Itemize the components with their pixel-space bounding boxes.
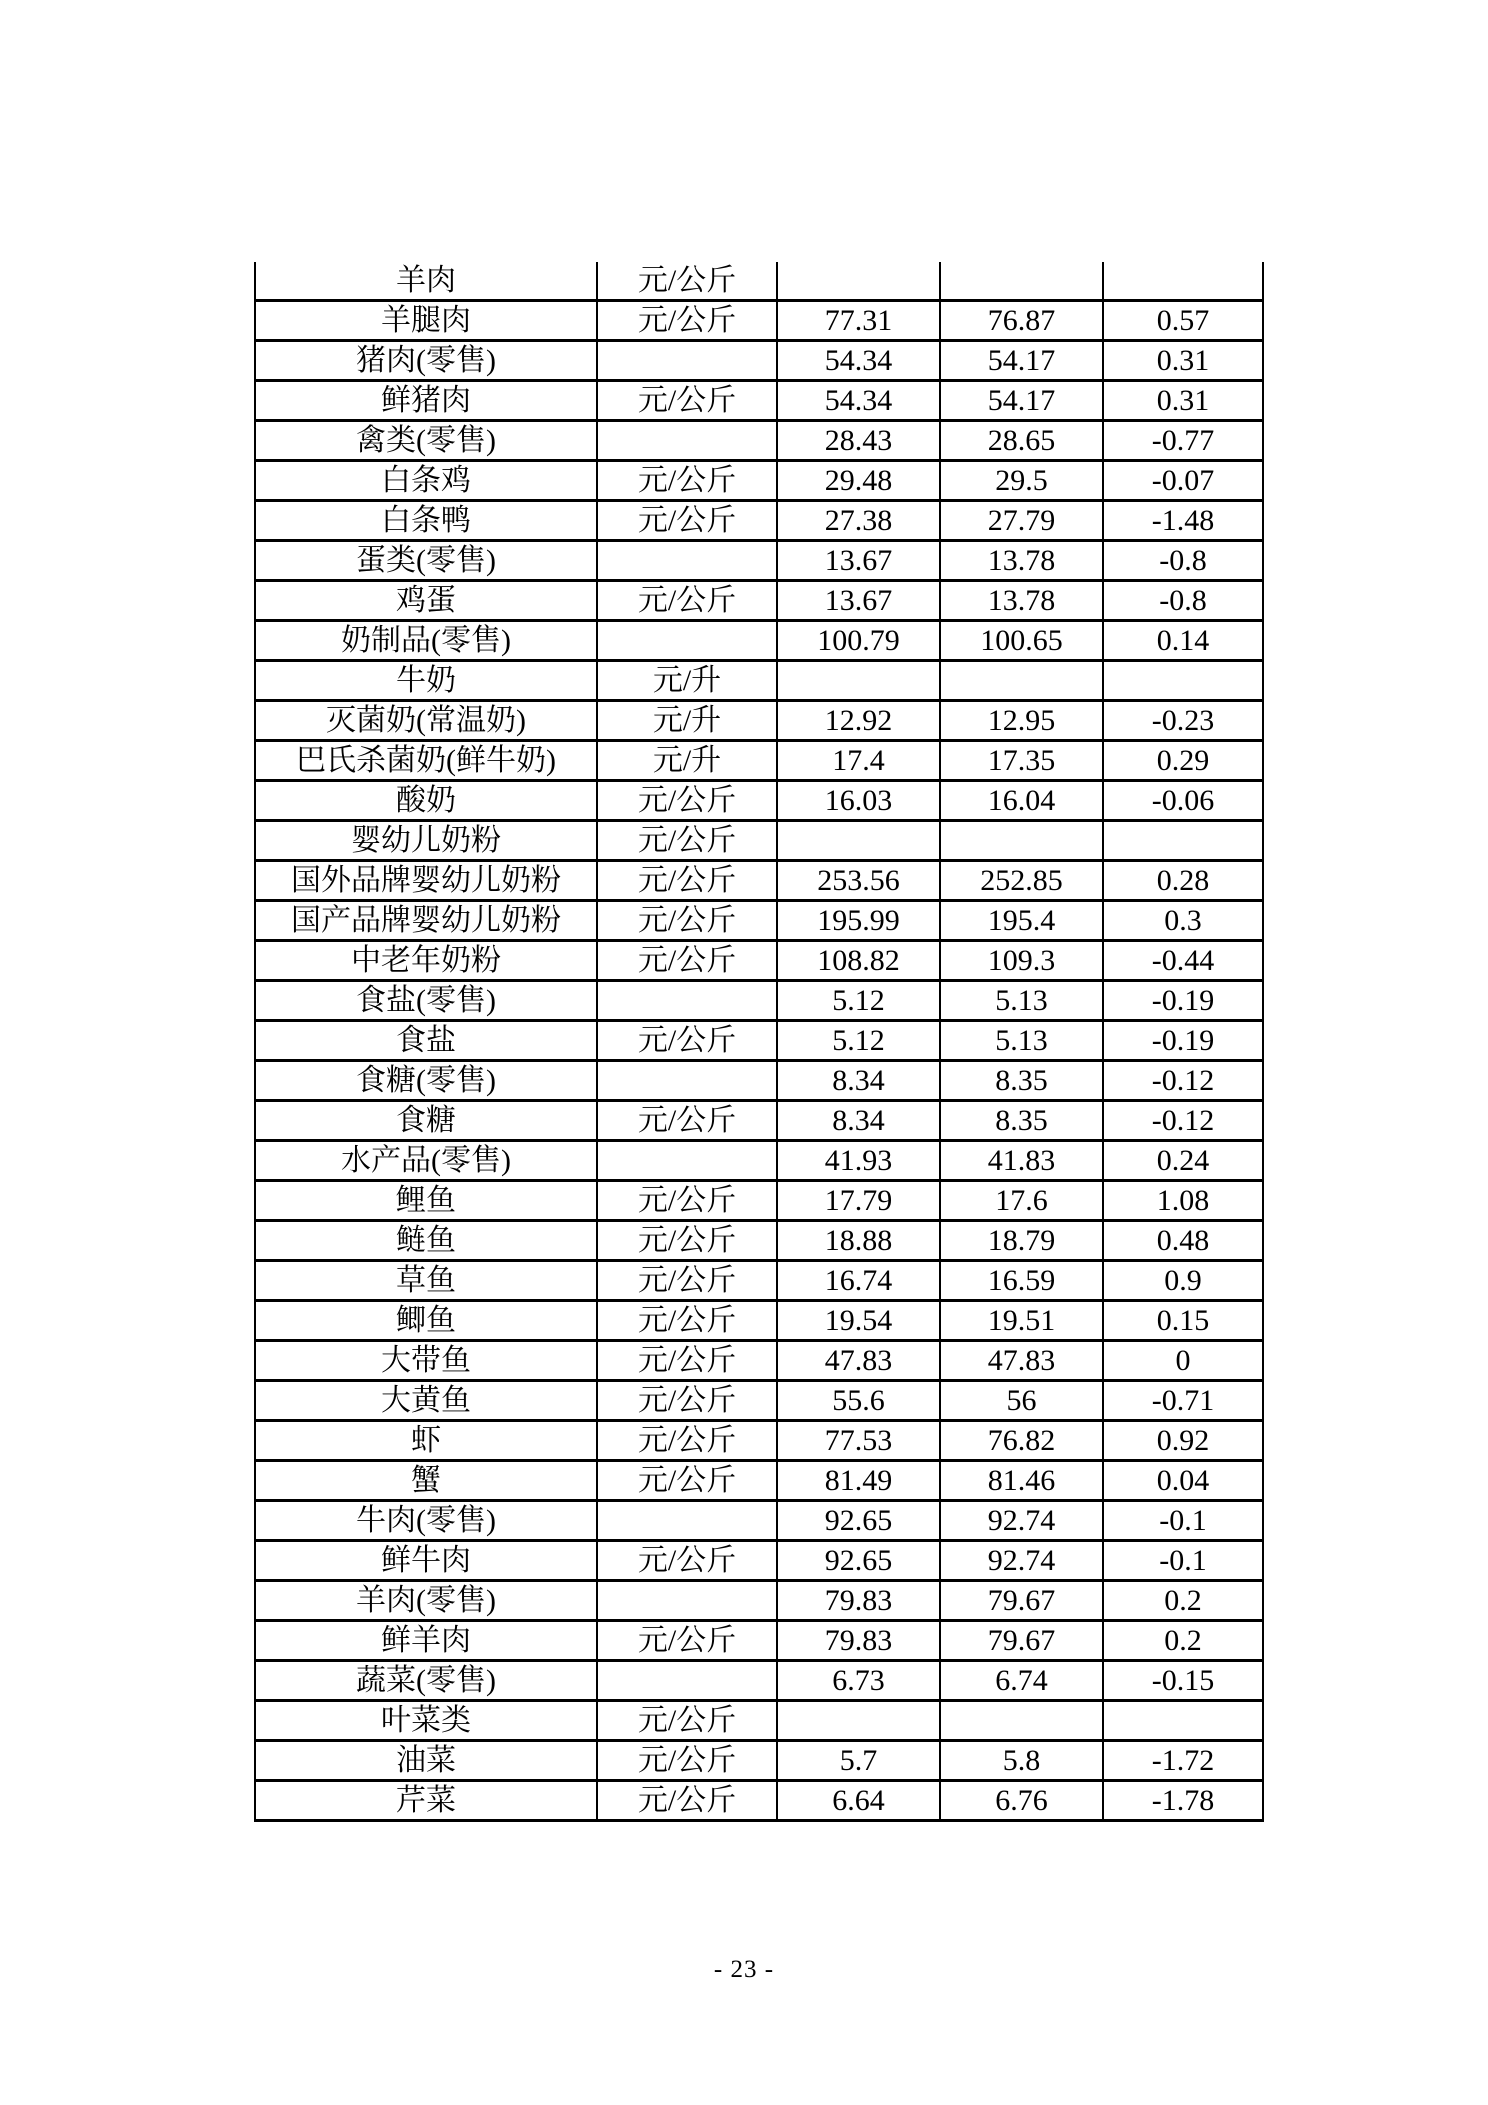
cell-change: -1.72 [1103, 1741, 1263, 1781]
cell-unit: 元/公斤 [597, 1781, 777, 1821]
page-number: - 23 - [713, 1956, 775, 1983]
cell-unit: 元/公斤 [597, 1301, 777, 1341]
cell-current: 5.7 [777, 1741, 940, 1781]
cell-change: 0 [1103, 1341, 1263, 1381]
cell-unit [597, 1661, 777, 1701]
cell-name: 鲜牛肉 [255, 1541, 597, 1581]
table-row [255, 262, 1263, 301]
cell-current: 6.73 [777, 1661, 940, 1701]
table-row [255, 381, 1263, 421]
cell-unit: 元/公斤 [597, 1461, 777, 1501]
cell-name: 芹菜 [255, 1781, 597, 1821]
cell-unit [597, 621, 777, 661]
cell-previous: 18.79 [940, 1221, 1103, 1261]
cell-current: 5.12 [777, 981, 940, 1021]
cell-current: 79.83 [777, 1621, 940, 1661]
cell-unit: 元/公斤 [597, 1021, 777, 1061]
table-row [255, 501, 1263, 541]
cell-previous: 100.65 [940, 621, 1103, 661]
cell-current: 92.65 [777, 1501, 940, 1541]
table-row [255, 661, 1263, 701]
cell-name: 水产品(零售) [255, 1141, 597, 1181]
table-row [255, 541, 1263, 581]
cell-current: 16.03 [777, 781, 940, 821]
cell-name: 禽类(零售) [255, 421, 597, 461]
cell-current: 92.65 [777, 1541, 940, 1581]
cell-change: 0.57 [1103, 301, 1263, 341]
table-row [255, 581, 1263, 621]
cell-current: 27.38 [777, 501, 940, 541]
cell-name: 羊肉 [255, 262, 597, 301]
cell-current: 8.34 [777, 1061, 940, 1101]
cell-unit: 元/升 [597, 701, 777, 741]
cell-current: 19.54 [777, 1301, 940, 1341]
cell-current: 100.79 [777, 621, 940, 661]
cell-change: -1.48 [1103, 501, 1263, 541]
cell-previous: 27.79 [940, 501, 1103, 541]
cell-name: 牛肉(零售) [255, 1501, 597, 1541]
cell-current: 17.79 [777, 1181, 940, 1221]
cell-unit: 元/公斤 [597, 821, 777, 861]
table-row [255, 1261, 1263, 1301]
cell-previous: 17.6 [940, 1181, 1103, 1221]
cell-previous: 76.87 [940, 301, 1103, 341]
table-row [255, 1461, 1263, 1501]
cell-change: 0.14 [1103, 621, 1263, 661]
table-row [255, 821, 1263, 861]
cell-change: -0.44 [1103, 941, 1263, 981]
cell-change: -0.1 [1103, 1541, 1263, 1581]
cell-name: 蟹 [255, 1461, 597, 1501]
cell-name: 鸡蛋 [255, 581, 597, 621]
cell-unit: 元/公斤 [597, 381, 777, 421]
cell-unit [597, 541, 777, 581]
cell-previous: 81.46 [940, 1461, 1103, 1501]
table-row [255, 941, 1263, 981]
table-row [255, 1341, 1263, 1381]
cell-current: 79.83 [777, 1581, 940, 1621]
table-row [255, 1741, 1263, 1781]
cell-current: 55.6 [777, 1381, 940, 1421]
cell-unit [597, 1141, 777, 1181]
cell-unit [597, 341, 777, 381]
cell-change: -0.8 [1103, 581, 1263, 621]
cell-name: 白条鸭 [255, 501, 597, 541]
cell-name: 羊肉(零售) [255, 1581, 597, 1621]
cell-change: 1.08 [1103, 1181, 1263, 1221]
cell-previous: 6.76 [940, 1781, 1103, 1821]
cell-unit: 元/公斤 [597, 781, 777, 821]
cell-name: 鲤鱼 [255, 1181, 597, 1221]
cell-unit: 元/公斤 [597, 901, 777, 941]
cell-change: -0.12 [1103, 1101, 1263, 1141]
cell-change [1103, 661, 1263, 701]
cell-previous: 79.67 [940, 1621, 1103, 1661]
cell-current: 13.67 [777, 541, 940, 581]
cell-previous: 8.35 [940, 1101, 1103, 1141]
cell-name: 牛奶 [255, 661, 597, 701]
table-row [255, 301, 1263, 341]
cell-name: 白条鸡 [255, 461, 597, 501]
cell-change: 0.31 [1103, 341, 1263, 381]
cell-name: 油菜 [255, 1741, 597, 1781]
table-row [255, 1381, 1263, 1421]
cell-current: 16.74 [777, 1261, 940, 1301]
cell-current: 81.49 [777, 1461, 940, 1501]
table-row [255, 1621, 1263, 1661]
cell-current: 5.12 [777, 1021, 940, 1061]
cell-previous: 92.74 [940, 1541, 1103, 1581]
cell-current: 12.92 [777, 701, 940, 741]
cell-change: -0.23 [1103, 701, 1263, 741]
cell-previous: 92.74 [940, 1501, 1103, 1541]
table-row [255, 981, 1263, 1021]
table-row [255, 1061, 1263, 1101]
cell-unit: 元/公斤 [597, 262, 777, 301]
cell-unit: 元/公斤 [597, 941, 777, 981]
table-row [255, 1501, 1263, 1541]
cell-previous [940, 262, 1103, 301]
cell-name: 灭菌奶(常温奶) [255, 701, 597, 741]
cell-name: 大带鱼 [255, 1341, 597, 1381]
cell-previous [940, 821, 1103, 861]
cell-change: -0.19 [1103, 1021, 1263, 1061]
cell-change: -0.71 [1103, 1381, 1263, 1421]
table-row [255, 701, 1263, 741]
cell-name: 鲢鱼 [255, 1221, 597, 1261]
table-row [255, 1141, 1263, 1181]
cell-change: 0.48 [1103, 1221, 1263, 1261]
cell-previous: 13.78 [940, 541, 1103, 581]
cell-current [777, 661, 940, 701]
cell-name: 奶制品(零售) [255, 621, 597, 661]
cell-previous: 8.35 [940, 1061, 1103, 1101]
cell-unit [597, 981, 777, 1021]
cell-change: 0.28 [1103, 861, 1263, 901]
table-row [255, 1421, 1263, 1461]
cell-current: 8.34 [777, 1101, 940, 1141]
cell-change: 0.2 [1103, 1621, 1263, 1661]
cell-previous: 5.13 [940, 1021, 1103, 1061]
cell-previous: 109.3 [940, 941, 1103, 981]
table-row [255, 1541, 1263, 1581]
cell-current: 13.67 [777, 581, 940, 621]
cell-unit: 元/公斤 [597, 301, 777, 341]
cell-name: 食盐 [255, 1021, 597, 1061]
cell-current: 77.53 [777, 1421, 940, 1461]
cell-previous: 19.51 [940, 1301, 1103, 1341]
cell-change: 0.29 [1103, 741, 1263, 781]
cell-name: 食糖 [255, 1101, 597, 1141]
cell-unit: 元/公斤 [597, 1741, 777, 1781]
price-table-body [255, 262, 1263, 1821]
cell-current: 28.43 [777, 421, 940, 461]
cell-current [777, 262, 940, 301]
cell-previous: 54.17 [940, 341, 1103, 381]
cell-previous: 41.83 [940, 1141, 1103, 1181]
cell-change: -0.1 [1103, 1501, 1263, 1541]
cell-previous: 76.82 [940, 1421, 1103, 1461]
cell-change: 0.04 [1103, 1461, 1263, 1501]
cell-change: -1.78 [1103, 1781, 1263, 1821]
cell-unit: 元/公斤 [597, 861, 777, 901]
cell-current: 18.88 [777, 1221, 940, 1261]
cell-unit: 元/公斤 [597, 1381, 777, 1421]
table-row [255, 1181, 1263, 1221]
cell-previous [940, 1701, 1103, 1741]
cell-unit [597, 1501, 777, 1541]
cell-previous: 6.74 [940, 1661, 1103, 1701]
cell-name: 国产品牌婴幼儿奶粉 [255, 901, 597, 941]
cell-current: 17.4 [777, 741, 940, 781]
cell-unit: 元/公斤 [597, 1341, 777, 1381]
cell-change: -0.07 [1103, 461, 1263, 501]
cell-change: 0.92 [1103, 1421, 1263, 1461]
cell-current [777, 821, 940, 861]
cell-current: 108.82 [777, 941, 940, 981]
cell-previous: 5.8 [940, 1741, 1103, 1781]
cell-change: -0.12 [1103, 1061, 1263, 1101]
table-row [255, 1581, 1263, 1621]
table-row [255, 901, 1263, 941]
cell-name: 羊腿肉 [255, 301, 597, 341]
cell-current: 6.64 [777, 1781, 940, 1821]
cell-change [1103, 821, 1263, 861]
cell-current: 77.31 [777, 301, 940, 341]
table-row [255, 781, 1263, 821]
cell-previous: 79.67 [940, 1581, 1103, 1621]
cell-name: 鲜猪肉 [255, 381, 597, 421]
table-row [255, 1701, 1263, 1741]
cell-name: 草鱼 [255, 1261, 597, 1301]
cell-unit: 元/公斤 [597, 1181, 777, 1221]
cell-previous: 54.17 [940, 381, 1103, 421]
cell-current: 47.83 [777, 1341, 940, 1381]
cell-current: 54.34 [777, 381, 940, 421]
cell-name: 鲫鱼 [255, 1301, 597, 1341]
cell-name: 蛋类(零售) [255, 541, 597, 581]
cell-previous: 13.78 [940, 581, 1103, 621]
cell-name: 中老年奶粉 [255, 941, 597, 981]
cell-change: -0.15 [1103, 1661, 1263, 1701]
cell-previous: 252.85 [940, 861, 1103, 901]
cell-previous: 28.65 [940, 421, 1103, 461]
cell-unit: 元/公斤 [597, 1221, 777, 1261]
cell-previous: 16.59 [940, 1261, 1103, 1301]
cell-previous [940, 661, 1103, 701]
cell-name: 鲜羊肉 [255, 1621, 597, 1661]
cell-unit: 元/公斤 [597, 581, 777, 621]
cell-change [1103, 262, 1263, 301]
cell-previous: 29.5 [940, 461, 1103, 501]
cell-name: 叶菜类 [255, 1701, 597, 1741]
table-row [255, 421, 1263, 461]
cell-previous: 16.04 [940, 781, 1103, 821]
cell-unit [597, 421, 777, 461]
cell-change: -0.19 [1103, 981, 1263, 1021]
cell-name: 猪肉(零售) [255, 341, 597, 381]
cell-change: -0.06 [1103, 781, 1263, 821]
cell-unit: 元/公斤 [597, 1621, 777, 1661]
cell-unit: 元/公斤 [597, 1541, 777, 1581]
cell-change: 0.9 [1103, 1261, 1263, 1301]
cell-current: 41.93 [777, 1141, 940, 1181]
cell-unit: 元/公斤 [597, 501, 777, 541]
cell-unit [597, 1581, 777, 1621]
table-row [255, 741, 1263, 781]
table-row [255, 861, 1263, 901]
cell-change: -0.8 [1103, 541, 1263, 581]
table-row [255, 1781, 1263, 1821]
cell-name: 食盐(零售) [255, 981, 597, 1021]
table-row [255, 1221, 1263, 1261]
cell-current [777, 1701, 940, 1741]
cell-unit: 元/公斤 [597, 1701, 777, 1741]
cell-unit [597, 1061, 777, 1101]
cell-previous: 5.13 [940, 981, 1103, 1021]
cell-change: 0.31 [1103, 381, 1263, 421]
cell-unit: 元/公斤 [597, 461, 777, 501]
cell-previous: 47.83 [940, 1341, 1103, 1381]
cell-previous: 195.4 [940, 901, 1103, 941]
cell-unit: 元/公斤 [597, 1261, 777, 1301]
cell-unit: 元/公斤 [597, 1421, 777, 1461]
cell-change: 0.15 [1103, 1301, 1263, 1341]
table-row [255, 341, 1263, 381]
cell-unit: 元/升 [597, 741, 777, 781]
cell-unit: 元/升 [597, 661, 777, 701]
cell-current: 29.48 [777, 461, 940, 501]
table-row [255, 1661, 1263, 1701]
cell-unit: 元/公斤 [597, 1101, 777, 1141]
cell-name: 大黄鱼 [255, 1381, 597, 1421]
price-table [254, 262, 1264, 1822]
cell-name: 巴氏杀菌奶(鲜牛奶) [255, 741, 597, 781]
cell-current: 54.34 [777, 341, 940, 381]
cell-name: 虾 [255, 1421, 597, 1461]
table-row [255, 1101, 1263, 1141]
cell-name: 蔬菜(零售) [255, 1661, 597, 1701]
cell-change: 0.2 [1103, 1581, 1263, 1621]
cell-current: 253.56 [777, 861, 940, 901]
cell-previous: 56 [940, 1381, 1103, 1421]
cell-previous: 17.35 [940, 741, 1103, 781]
table-row [255, 461, 1263, 501]
cell-name: 婴幼儿奶粉 [255, 821, 597, 861]
cell-previous: 12.95 [940, 701, 1103, 741]
cell-change: -0.77 [1103, 421, 1263, 461]
table-row [255, 621, 1263, 661]
cell-change: 0.24 [1103, 1141, 1263, 1181]
cell-change [1103, 1701, 1263, 1741]
cell-change: 0.3 [1103, 901, 1263, 941]
cell-name: 食糖(零售) [255, 1061, 597, 1101]
cell-current: 195.99 [777, 901, 940, 941]
cell-name: 国外品牌婴幼儿奶粉 [255, 861, 597, 901]
table-row [255, 1301, 1263, 1341]
cell-name: 酸奶 [255, 781, 597, 821]
table-row [255, 1021, 1263, 1061]
